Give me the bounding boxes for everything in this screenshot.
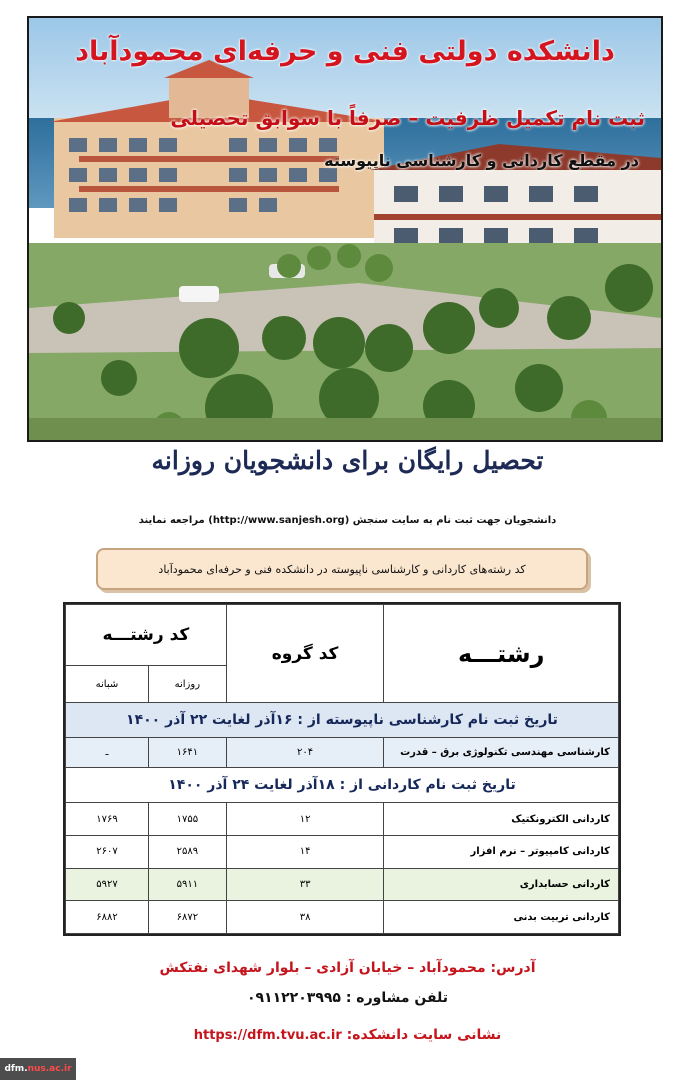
row-day: ۵۹۱۱	[148, 868, 226, 901]
table-row	[66, 737, 619, 768]
campus-illustration	[29, 18, 661, 440]
site-link[interactable]: https://dfm.tvu.ac.ir	[193, 1028, 342, 1043]
row-night: ۵۹۲۷	[66, 868, 149, 901]
header-group-code: کد گروه	[226, 605, 384, 703]
row-night: ۲۶۰۷	[66, 835, 149, 868]
address: آدرس: محمودآباد – خیابان آزادی – بلوار شهدای نفتکش	[159, 960, 536, 976]
section-bachelor-dates: تاریخ ثبت نام کارشناسی ناپیوسته از : ۱۶آذر لغایت ۲۲ آذر ۱۴۰۰	[66, 703, 619, 738]
header-night: شبانه	[66, 666, 149, 703]
row-group: ۳۸	[226, 901, 384, 934]
row-name: کاردانی کامپیوتر – نرم افزار	[384, 835, 619, 868]
row-night: ۱۷۶۹	[66, 803, 149, 836]
program-codes-banner	[96, 548, 588, 590]
footer-watermark	[0, 1058, 76, 1080]
table-row	[66, 835, 619, 868]
row-group: ۱۴	[226, 835, 384, 868]
consult-phone: تلفن مشاوره : ۰۹۱۱۲۲۰۳۹۹۵	[246, 990, 449, 1006]
row-name: کاردانی تربیت بدنی	[384, 901, 619, 934]
row-night: ـ	[66, 737, 149, 768]
note-text-after: ) مراجعه نمایند	[138, 515, 213, 526]
row-day: ۶۸۷۲	[148, 901, 226, 934]
sanjesh-link[interactable]: http://www.sanjesh.org	[212, 515, 345, 526]
row-day: ۱۶۴۱	[148, 737, 226, 768]
program-codes-table	[63, 602, 621, 936]
degree-level-subtitle: در مقطع کاردانی و کارشناسی ناپیوسته	[324, 151, 639, 170]
college-title: دانشکده دولتی فنی و حرفه‌ای محمودآباد	[75, 36, 615, 67]
row-name: کاردانی حسابداری	[384, 868, 619, 901]
row-group: ۲۰۴	[226, 737, 384, 768]
sanjesh-note	[0, 515, 695, 526]
row-night: ۶۸۸۲	[66, 901, 149, 934]
row-name: کارشناسی مهندسی تکنولوژی برق – قدرت	[384, 737, 619, 768]
row-name: کاردانی الکترونکتیک	[384, 803, 619, 836]
table-row	[66, 868, 619, 901]
footer-part2: nus.ac.ir	[27, 1064, 72, 1074]
header-major-code: کد رشتـــه	[66, 605, 227, 666]
site-label: نشانی سایت دانشکده:	[346, 1027, 502, 1043]
footer-part1: dfm.	[4, 1064, 28, 1074]
table-row	[66, 901, 619, 934]
section-associate-dates: تاریخ ثبت نام کاردانی از : ۱۸آذر لغایت ۲۴ آذر ۱۴۰۰	[66, 768, 619, 803]
registration-subtitle: ثبت نام تکمیل ظرفیت – صرفاً با سوابق تحصیلی	[170, 106, 645, 130]
free-tuition-headline: تحصیل رایگان برای دانشجویان روزانه	[151, 446, 544, 475]
row-group: ۳۳	[226, 868, 384, 901]
header-major: رشتـــه	[384, 605, 619, 703]
row-group: ۱۲	[226, 803, 384, 836]
row-day: ۱۷۵۵	[148, 803, 226, 836]
banner-text: کد رشته‌های کاردانی و کارشناسی ناپیوسته در دانشکده فنی و حرفه‌ای محمودآباد	[158, 562, 526, 576]
college-site	[0, 1027, 695, 1043]
hero-photo	[27, 16, 663, 442]
header-day: روزانه	[148, 666, 226, 703]
table-row	[66, 803, 619, 836]
row-day: ۲۵۸۹	[148, 835, 226, 868]
note-text-before: دانشجویان جهت ثبت نام به سایت سنجش (	[344, 515, 557, 526]
